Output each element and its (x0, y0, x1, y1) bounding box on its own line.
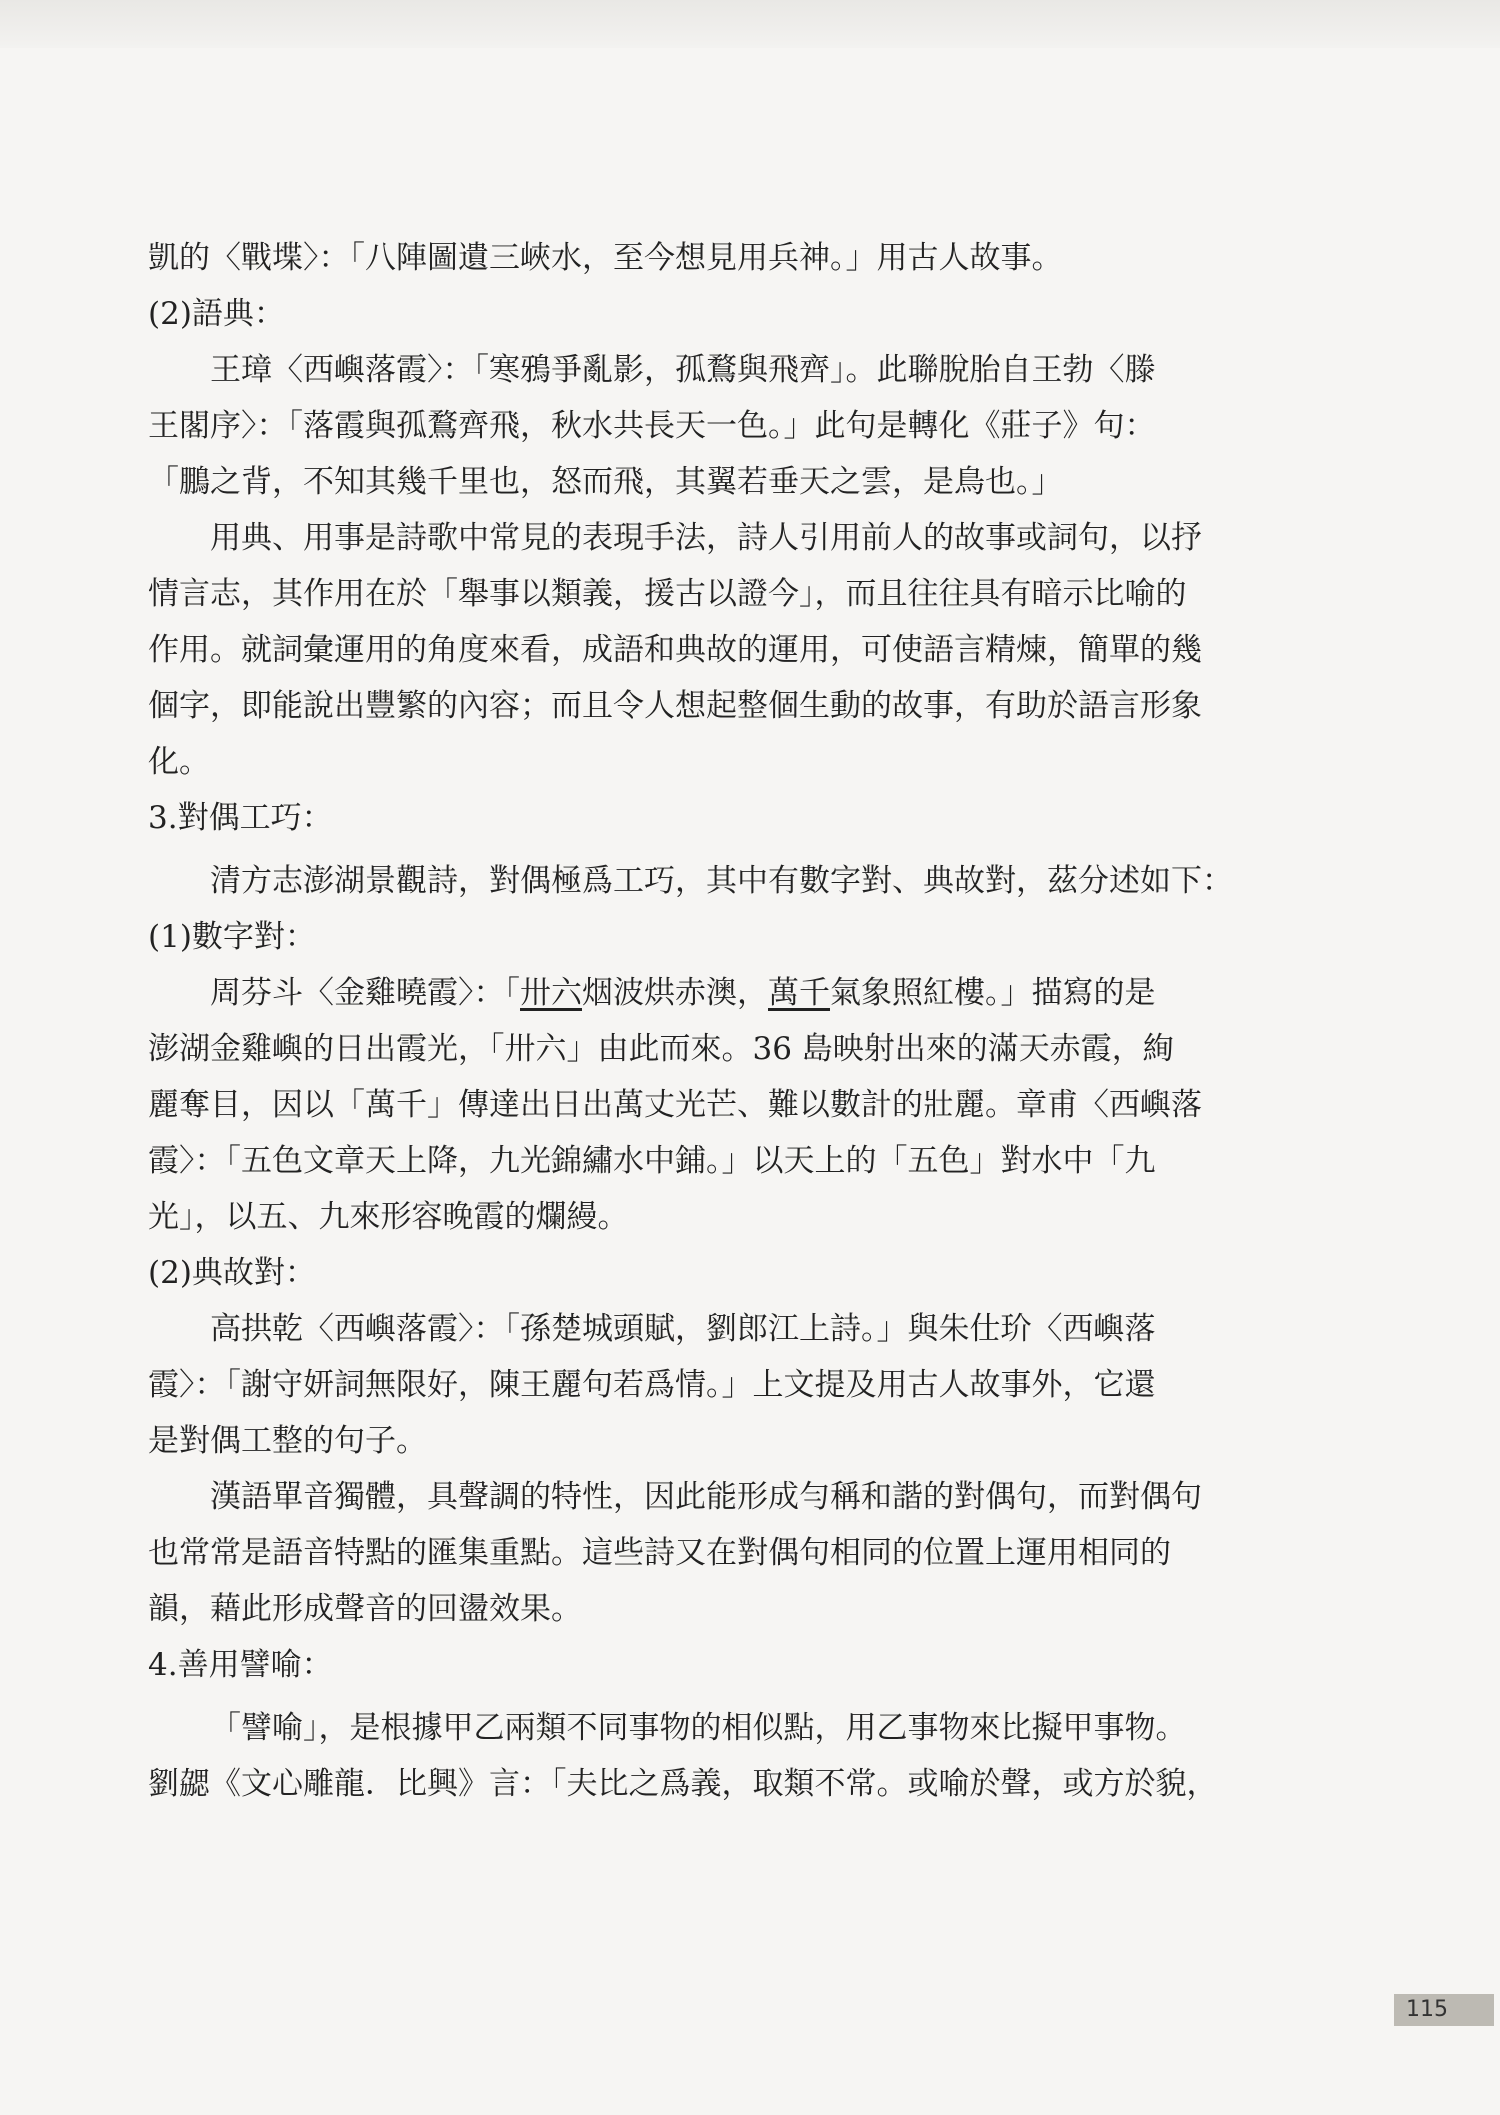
page-number: 115 (1394, 1994, 1494, 2026)
text-line: 高拱乾〈西嶼落霞〉：「孫楚城頭賦，劉郎江上詩。」與朱仕玠〈西嶼落 (210, 1311, 1156, 1347)
body-text (148, 238, 1253, 1805)
text-line: 「鵬之背，不知其幾千里也，怒而飛，其翼若垂天之雲，是鳥也。」 (148, 464, 1063, 500)
section-heading-duiou: 3.對偶工巧： (148, 800, 333, 836)
text-line: 王璋〈西嶼落霞〉：「寒鴉爭亂影，孤鶩與飛齊」。此聯脫胎自王勃〈滕 (210, 352, 1156, 388)
section-heading-metaphor: 4.善用譬喻： (148, 1647, 333, 1683)
underlined-term: 卅六 (520, 975, 582, 1011)
subheading-number-pairs: (1)數字對： (148, 919, 316, 955)
text-span: 氣象照紅樓。」描寫的是 (830, 975, 1156, 1011)
text-line: 霞〉：「謝守妍詞無限好，陳王麗句若爲情。」上文提及用古人故事外，它還 (148, 1367, 1156, 1403)
text-line: 霞〉：「五色文章天上降，九光錦繡水中鋪。」以天上的「五色」對水中「九 (148, 1143, 1156, 1179)
text-line: 化。 (148, 744, 210, 780)
text-line: 凱的〈戰堞〉：「八陣圖遺三峽水，至今想見用兵神。」用古人故事。 (148, 240, 1063, 276)
text-span: 周芬斗〈金雞曉霞〉：「 (210, 975, 520, 1011)
underlined-term: 萬千 (768, 975, 830, 1011)
scan-top-band (0, 0, 1500, 48)
text-line: 用典、用事是詩歌中常見的表現手法，詩人引用前人的故事或詞句，以抒 (210, 520, 1202, 556)
text-line: 「譬喻」，是根據甲乙兩類不同事物的相似點，用乙事物來比擬甲事物。 (210, 1710, 1187, 1746)
text-line: 是對偶工整的句子。 (148, 1423, 427, 1459)
text-line: 麗奪目，因以「萬千」傳達出日出萬丈光芒、難以數計的壯麗。章甫〈西嶼落 (148, 1087, 1202, 1123)
text-line: 光」，以五、九來形容晚霞的爛縵。 (148, 1199, 629, 1235)
text-span: 烟波烘赤澳， (582, 975, 768, 1011)
text-line-with-underlines (148, 973, 1253, 1014)
text-line: 清方志澎湖景觀詩，對偶極爲工巧，其中有數字對、典故對，茲分述如下： (210, 863, 1233, 899)
text-line: 王閣序〉：「落霞與孤鶩齊飛，秋水共長天一色。」此句是轉化《莊子》句： (148, 408, 1156, 444)
text-line: 澎湖金雞嶼的日出霞光，「卅六」由此而來。36 島映射出來的滿天赤霞，絢 (148, 1031, 1174, 1067)
subheading-yudian: (2)語典： (148, 296, 285, 332)
subheading-allusion-pairs: (2)典故對： (148, 1255, 316, 1291)
text-line: 作用。就詞彙運用的角度來看，成語和典故的運用，可使語言精煉，簡單的幾 (148, 632, 1202, 668)
text-line: 韻，藉此形成聲音的回盪效果。 (148, 1591, 582, 1627)
text-line: 漢語單音獨體，具聲調的特性，因此能形成勻稱和諧的對偶句，而對偶句 (210, 1479, 1202, 1515)
text-line: 情言志，其作用在於「舉事以類義，援古以證今」，而且往往具有暗示比喻的 (148, 576, 1187, 612)
text-line: 個字，即能說出豐繁的內容；而且令人想起整個生動的故事，有助於語言形象 (148, 688, 1202, 724)
text-line: 劉勰《文心雕龍．比興》言：「夫比之爲義，取類不常。或喻於聲，或方於貌， (148, 1766, 1218, 1802)
text-line: 也常常是語音特點的匯集重點。這些詩又在對偶句相同的位置上運用相同的 (148, 1535, 1171, 1571)
